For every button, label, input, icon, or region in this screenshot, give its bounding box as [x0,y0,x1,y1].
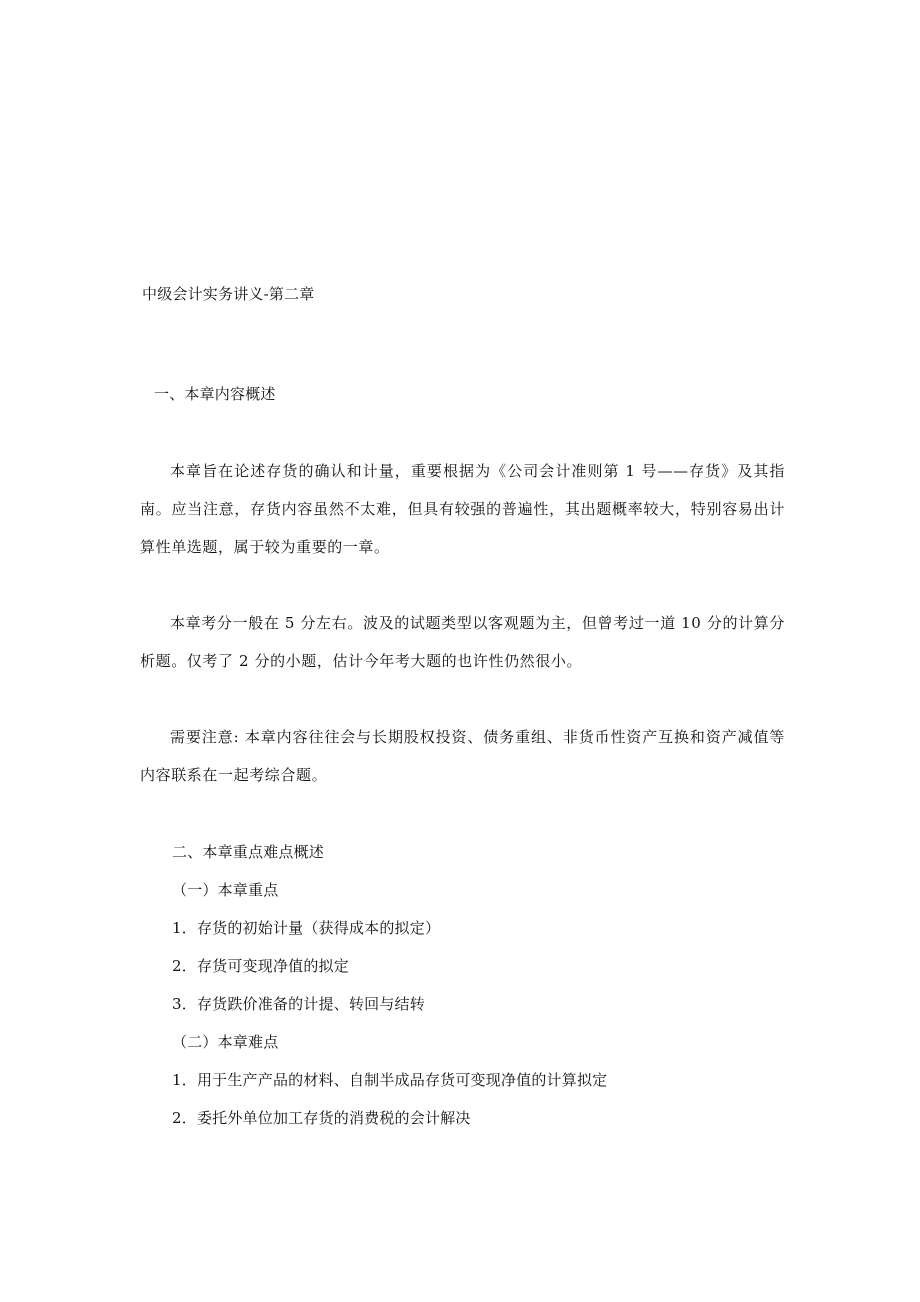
list-item-key-point: 2．存货可变现净值的拟定 [172,957,349,975]
section-heading-key-difficult: 二、本章重点难点概述 [172,843,325,861]
section-heading-overview: 一、本章内容概述 [154,385,276,403]
list-item-difficult-point: 1．用于生产产品的材料、自制半成品存货可变现净值的计算拟定 [172,1071,608,1089]
paragraph-exam-score: 本章考分一般在 5 分左右。波及的试题类型以客观题为主，但曾考过一道 10 分的计算分析题。仅考了 2 分的小题，估计今年考大题的也许性仍然很小。 [140,614,785,670]
paragraph-intro: 本章旨在论述存货的确认和计量，重要根据为《公司会计准则第 1 号——存货》及其指南。应当注意，存货内容虽然不太难，但具有较强的普遍性，其出题概率较大，特别容易出计算性单选题，属于较为重要的一章。 [140,462,785,556]
subsection-heading-difficult-points: （二）本章难点 [172,1033,279,1051]
list-item-key-point: 1．存货的初始计量（获得成本的拟定） [172,919,441,937]
subsection-heading-key-points: （一）本章重点 [172,881,279,899]
list-item-key-point: 3．存货跌价准备的计提、转回与结转 [172,995,425,1013]
paragraph-note: 需要注意: 本章内容往往会与长期股权投资、债务重组、非货币性资产互换和资产减值等内容联系在一起考综合题。 [140,728,785,784]
list-item-difficult-point: 2．委托外单位加工存货的消费税的会计解决 [172,1109,471,1127]
document-title: 中级会计实务讲义-第二章 [142,285,315,303]
